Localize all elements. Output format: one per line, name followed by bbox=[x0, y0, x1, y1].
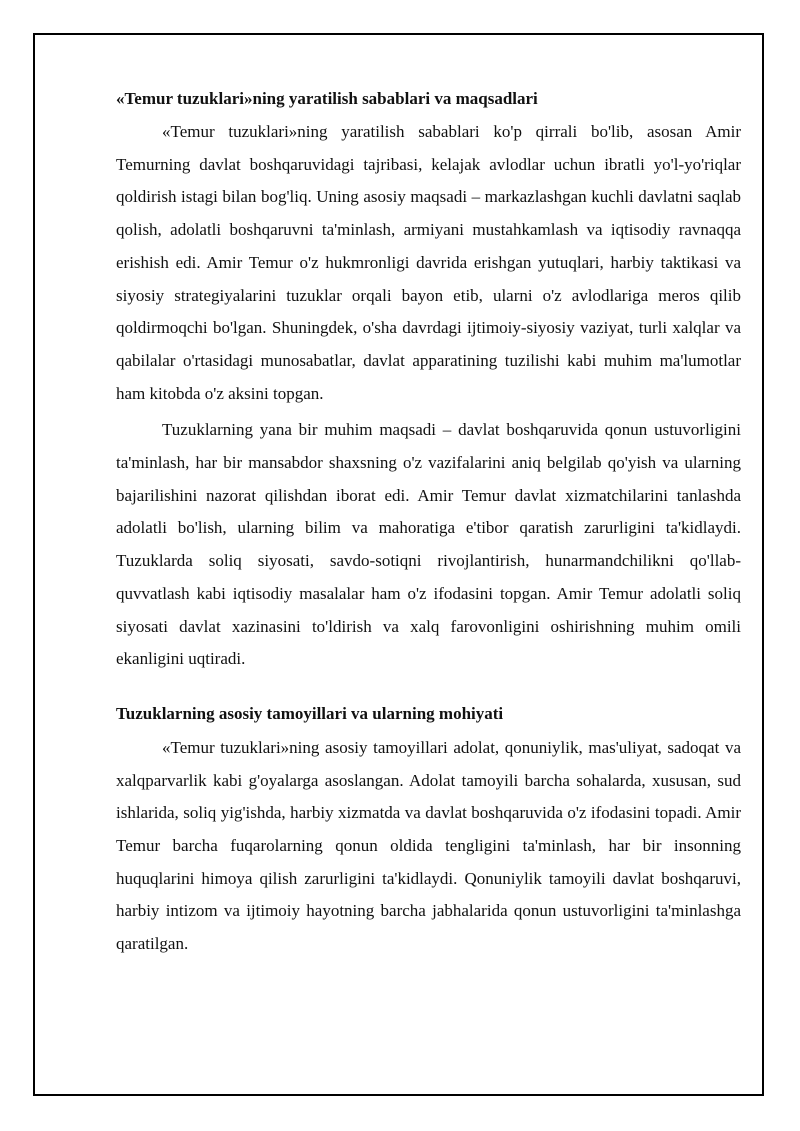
document-body bbox=[116, 84, 741, 961]
section-heading-2: Tuzuklarning asosiy tamoyillari va ularning mohiyati bbox=[116, 703, 504, 723]
paragraph-1: «Temur tuzuklari»ning yaratilish sabablari ko'p qirrali bo'lib, asosan Amir Temurning davlat boshqaruvidagi tajribasi, kelajak avlodlar uchun ibratli yo'l-yo'riqlar qoldirish istagi bilan bog'liq. Uning asosiy maqsadi – markazlashgan kuchli davlatni saqlab qolish, adolatli boshqaruvni ta'minlash, armiyani mustahkamlash va iqtisodiy ravnaqqa erishish edi. Amir Temur o'z hukmronligi davrida erishgan yutuqlari, harbiy taktikasi va siyosiy strategiyalarini tuzuklar orqali bayon etib, ularni o'z avlodlariga meros qilib qoldirmoqchi bo'lgan. Shuningdek, o'sha davrdagi ijtimoiy-siyosiy vaziyat, turli xalqlar va qabilalar o'rtasidagi munosabatlar, davlat apparatining tuzilishi kabi muhim ma'lumotlar ham kitobda o'z aksini topgan. bbox=[116, 122, 741, 403]
section-heading-1: «Temur tuzuklari»ning yaratilish sabablari va maqsadlari bbox=[116, 89, 538, 108]
paragraph-3: «Temur tuzuklari»ning asosiy tamoyillari adolat, qonuniylik, mas'uliyat, sadoqat va xalqparvarlik kabi g'oyalarga asoslangan. Adolat tamoyili barcha sohalarda, xususan, sud ishlarida, soliq yig'ishda, harbiy xizmatda va davlat boshqaruvida o'z ifodasini topadi. Amir Temur barcha fuqarolarning qonun oldida tengligini ta'minlash, har bir insonning huquqlarini himoya qilish zarurligini ta'kidlaydi. Qonuniylik tamoyili davlat boshqaruvi, harbiy intizom va ijtimoiy hayotning barcha jabhalarida qonun ustuvorligini ta'minlashga qaratilgan. bbox=[116, 737, 741, 954]
paragraph-2: Tuzuklarning yana bir muhim maqsadi – davlat boshqaruvida qonun ustuvorligini ta'minlash, har bir mansabdor shaxsning o'z vazifalarini aniq belgilab qo'yish va ularning bajarilishini nazorat qilishdan iborat edi. Amir Temur davlat xizmatchilarini tanlashda adolatli bo'lish, ularning bilim va mahoratiga e'tibor qaratish zarurligini ta'kidlaydi. Tuzuklarda soliq siyosati, savdo-sotiqni rivojlantirish, hunarmandchilikni qo'llab-quvvatlash kabi iqtisodiy masalalar ham o'z ifodasini topgan. Amir Temur adolatli soliq siyosati davlat xazinasini to'ldirish va xalq farovonligini oshirishning muhim omili ekanligini uqtiradi. bbox=[116, 420, 741, 669]
